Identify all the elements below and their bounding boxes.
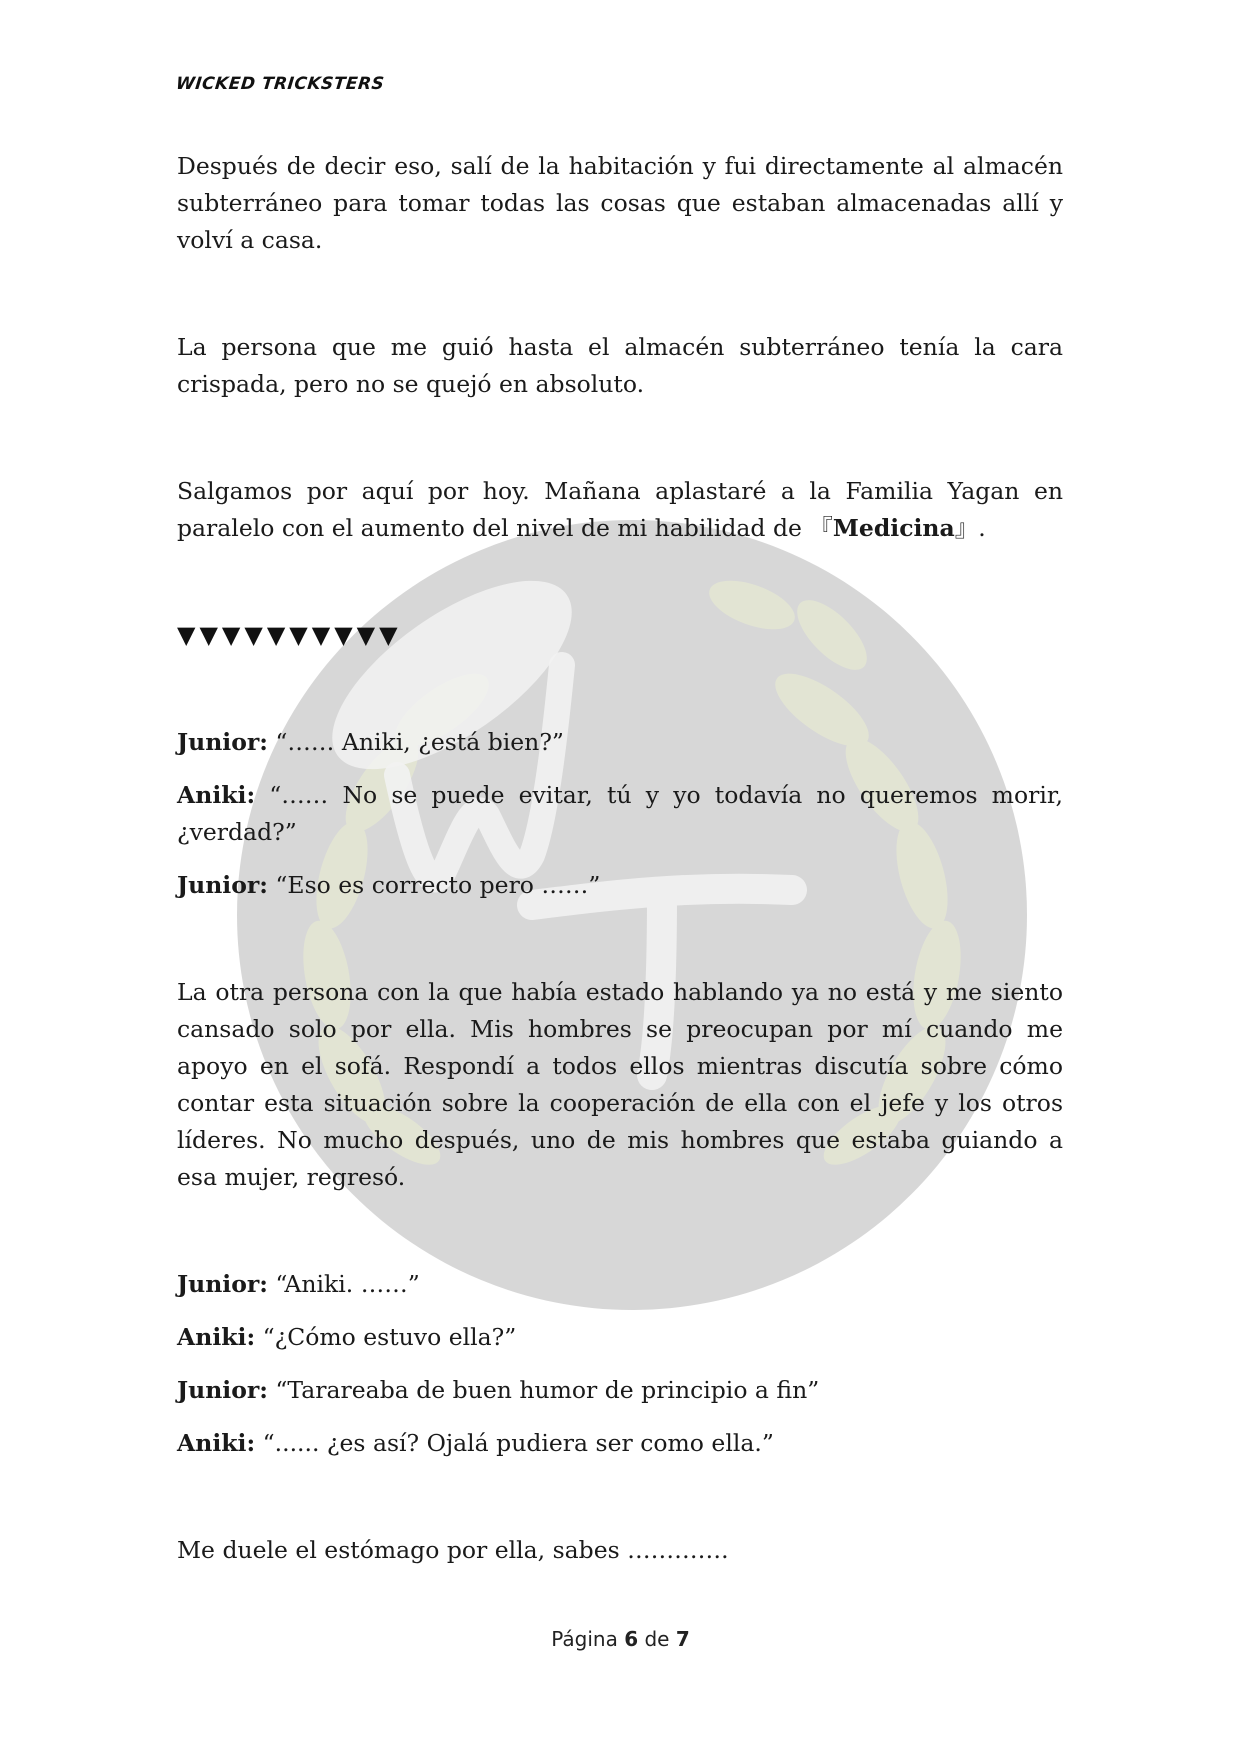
current-page: 6 <box>624 1627 639 1651</box>
document-header: WICKED TRICKSTERS <box>174 74 386 94</box>
dialogue-line <box>177 1372 1063 1409</box>
paragraph-3 <box>177 473 1063 547</box>
page-number-footer <box>0 1627 1241 1651</box>
dialogue-block-2 <box>177 1266 1063 1462</box>
total-pages: 7 <box>675 1627 690 1651</box>
page-separator: de <box>644 1627 670 1651</box>
dialogue-line <box>177 1319 1063 1356</box>
dialogue-speaker: Aniki: <box>177 781 256 809</box>
paragraph-3-end: . <box>978 514 986 542</box>
dialogue-line <box>177 1266 1063 1303</box>
paragraph-2: La persona que me guió hasta el almacén subterráneo tenía la cara crispada, pero no se quejó en absoluto. <box>177 333 1063 398</box>
dialogue-text: “Tarareaba de buen humor de principio a fin” <box>267 1376 820 1404</box>
dialogue-block-1 <box>177 724 1063 904</box>
dialogue-text: “¿Cómo estuvo ella?” <box>255 1323 517 1351</box>
dialogue-speaker: Junior: <box>177 728 268 756</box>
dialogue-line <box>177 867 1063 904</box>
skill-bracket-open: 『 <box>809 514 833 542</box>
dialogue-speaker: Junior: <box>177 871 268 899</box>
page-label: Página <box>551 1627 618 1651</box>
dialogue-text: “Aniki. ……” <box>267 1270 420 1298</box>
scene-separator: ▼▼▼▼▼▼▼▼▼▼ <box>177 621 402 649</box>
document-body <box>177 148 1063 1569</box>
dialogue-speaker: Aniki: <box>177 1323 256 1351</box>
paragraph-5: Me duele el estómago por ella, sabes …………. <box>177 1536 729 1564</box>
dialogue-speaker: Junior: <box>177 1376 268 1404</box>
paragraph-3-text: Salgamos por aquí por hoy. Mañana aplastaré a la Familia Yagan en paralelo con el aumento del nivel de mi habilidad de <box>177 477 1063 542</box>
dialogue-speaker: Aniki: <box>177 1429 256 1457</box>
dialogue-line <box>177 724 1063 761</box>
skill-name: Medicina <box>832 514 955 542</box>
paragraph-1: Después de decir eso, salí de la habitación y fui directamente al almacén subterráneo para tomar todas las cosas que estaban almacenadas allí y volví a casa. <box>177 152 1063 254</box>
dialogue-text: “Eso es correcto pero ……” <box>267 871 601 899</box>
dialogue-line <box>177 1425 1063 1462</box>
dialogue-text: “…… No se puede evitar, tú y yo todavía no queremos morir, ¿verdad?” <box>177 781 1063 846</box>
dialogue-text: “...... ¿es así? Ojalá pudiera ser como ella.” <box>255 1429 774 1457</box>
dialogue-speaker: Junior: <box>177 1270 268 1298</box>
skill-bracket-close: 』 <box>954 514 979 542</box>
paragraph-4: La otra persona con la que había estado hablando ya no está y me siento cansado solo por ella. Mis hombres se preocupan por mí cuando me apoyo en el sofá. Respondí a todos ellos mientras discutía sobre cómo contar esta situación sobre la cooperación de ella con el jefe y los otros líderes. No mucho después, uno de mis hombres que estaba guiando a esa mujer, regresó. <box>177 978 1063 1191</box>
dialogue-text: “…… Aniki, ¿está bien?” <box>267 728 564 756</box>
dialogue-line <box>177 777 1063 851</box>
